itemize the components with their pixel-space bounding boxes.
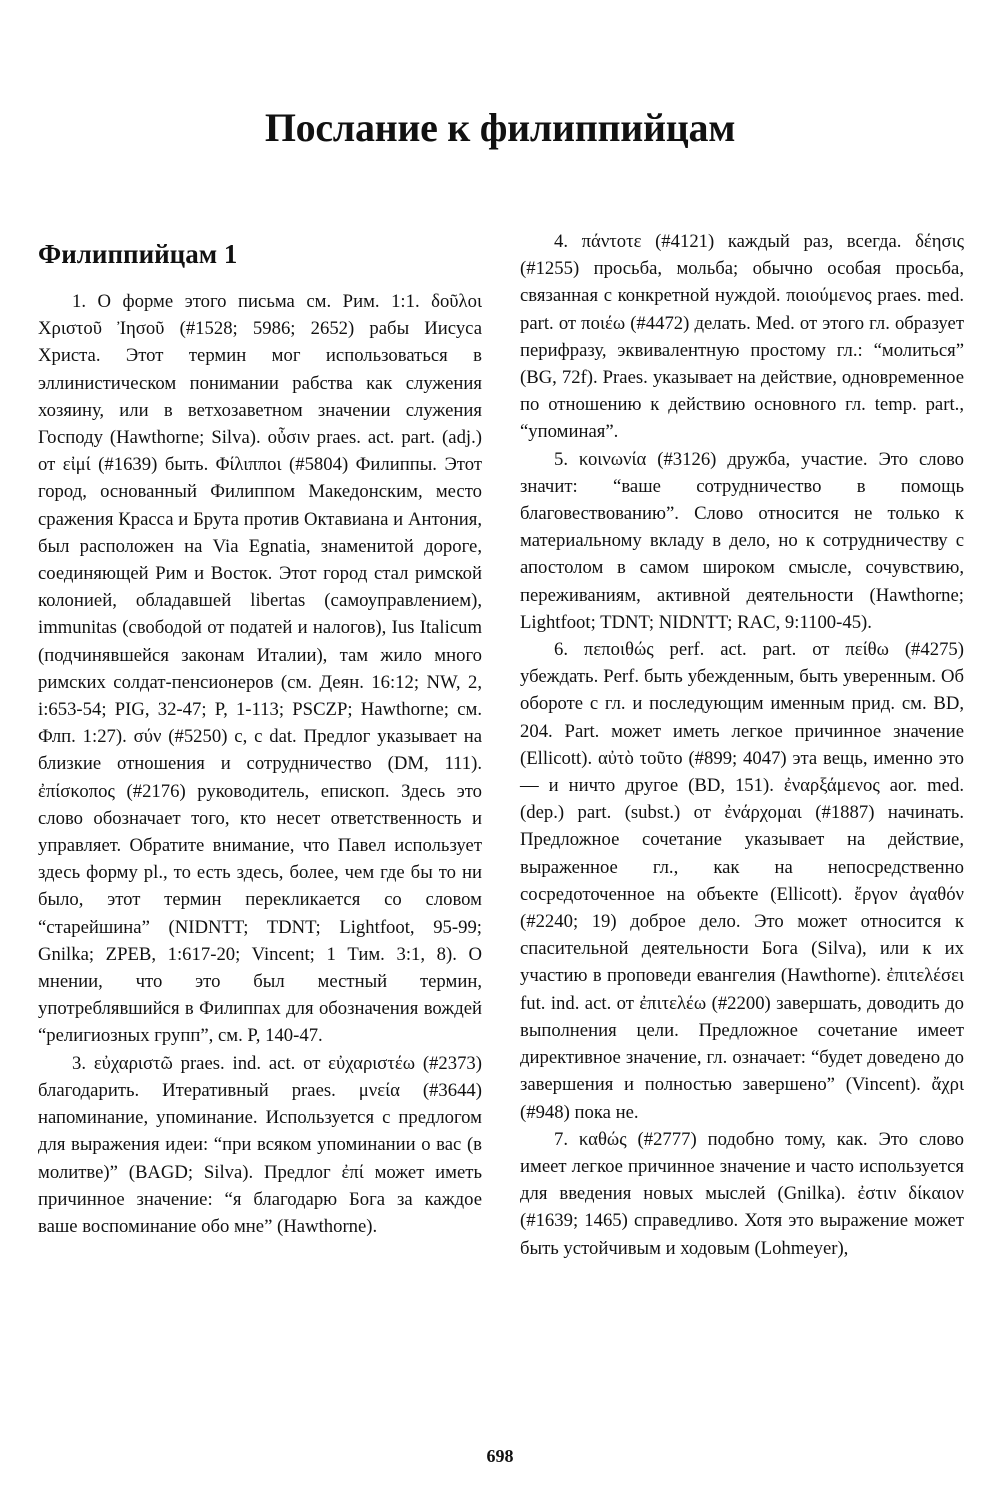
paragraph-verse-3: 3. εὐχαριστῶ praes. ind. act. от εὐχαριστέω (#2373) благодарить. Итеративный praes. μνεία (#3644) напоминание, упоминание. Используется с предлогом для выражения идеи: “при всяком упоминании о вас (в молитве)” (BAGD; Silva). Предлог ἐπί может иметь причинное значение: “я благодарю Бога за каждое ваше воспоминание обо мне” (Hawthorne). xyxy=(38,1052,482,1237)
paragraph-verse-7: 7. καθώς (#2777) подобно тому, как. Это слово имеет легкое причинное значение и часто используется для введения новых мыслей (Gnilka). ἐστιν δίκαιον (#1639; 1465) справедливо. Хотя это выражение может быть устойчивым и ходовым (Lohmeyer), xyxy=(520,1128,964,1259)
paragraph-verse-4: 4. πάντοτε (#4121) каждый раз, всегда. δέησις (#1255) просьба, мольба; обычно особая просьба, связанная с конкретной нуждой. ποιούμενος praes. med. part. от ποιέω (#4472) делать. Med. от этого гл. образует перифразу, эквивалентную простому гл.: “молиться” (BG, 72f). Praes. указывает на действие, одновременное по отношению к действию основного гл. temp. part., “упоминая”. xyxy=(520,231,964,443)
page-number: 698 xyxy=(486,1446,514,1466)
paragraph-verse-6: 6. πεποιθώς perf. act. part. от πείθω (#4275) убеждать. Perf. быть убежденным, быть уверенным. Об обороте с гл. и последующим именным прид. см. BD, 204. Part. может иметь легкое причинное значение (Ellicott). αὐτὸ τοῦτο (#899; 4047) эта вещь, именно это — и ничто другое (BD, 151). ἐναρξάμενος aor. med. (dep.) part. (subst.) от ἐνάρχομαι (#1887) начинать. Предложное сочетание указывает на действие, выраженное гл., как на непосредственно сосредоточенное на объекте (Ellicott). ἔργον ἀγαθόν (#2240; 19) доброе дело. Это может относится к спасительной деятельности Бога (Silva), или к их участию в проповеди евангелия (Hawthorne). ἐπιτελέσει fut. ind. act. от ἐπιτελέω (#2200) завершать, доводить до выполнения цели. Предложное сочетание имеет директивное значение, гл. означает: “будет доведено до завершения и полностью завершено” (Vincent). ἄχρι (#948) пока не. xyxy=(520,639,964,1123)
page-title: Послание к филиппийцам xyxy=(264,105,736,150)
paragraph-verse-5: 5. κοινωνία (#3126) дружба, участие. Это слово значит: “ваше сотрудничество в помощь благовествованию”. Слово относится не только к материальному вкладу в дело, но к сотрудничеству с апостолом в самом широком смысле, сочувствию, переживаниям, активной деятельности (Hawthorne; Lightfoot; TDNT; NIDNTT; RAC, 9:1100-45). xyxy=(520,448,964,633)
chapter-heading: Филиппийцам 1 xyxy=(38,239,238,269)
paragraph-verse-1: 1. О форме этого письма см. Рим. 1:1. δοῦλοι Χριστοῦ Ἰησοῦ (#1528; 5986; 2652) рабы Иисуса Христа. Этот термин мог использоваться в эллинистическом понимании рабства как служения хозяину, или в ветхозаветном значении служения Господу (Hawthorne; Silva). οὖσιν praes. act. part. (adj.) от εἰμί (#1639) быть. Φίλιπποι (#5804) Филиппы. Этот город, основанный Филиппом Македонским, место сражения Красса и Брута против Октавиана и Антония, был расположен на Via Egnatia, знаменитой дороге, соединяющей Рим и Восток. Этот город стал римской колонией, обладавшей libertas (самоуправлением), immunitas (свободой от податей и налогов), Ius Italicum (подчинявшейся законам Италии), там жило много римских солдат-пенсионеров (см. Деян. 16:12; NW, 2, i:653-54; PIG, 32-47; P, 1-113; PSCZP; Hawthorne; см. Флп. 1:27). σύν (#5250) с, с dat. Предлог указывает на близкие отношения и сотрудничество (DM, 111). ἐπίσκοπος (#2176) руководитель, епископ. Здесь это слово обозначает того, кто несет ответственность и управляет. Обратите внимание, что Павел использует здесь форму pl., то есть здесь, более, чем где бы то ни было, этот термин перекликается со словом “старейшина” (NIDNTT; TDNT; Lightfoot, 95-99; Gnilka; ZPEB, 1:617-20; Vincent; 1 Тим. 3:1, 8). О мнении, что это был местный термин, употреблявшийся в Филиппах для обозначения вождей “религиозных групп”, см. P, 140-47. xyxy=(38,291,482,1047)
left-column xyxy=(38,228,482,1240)
right-column xyxy=(520,228,964,1262)
